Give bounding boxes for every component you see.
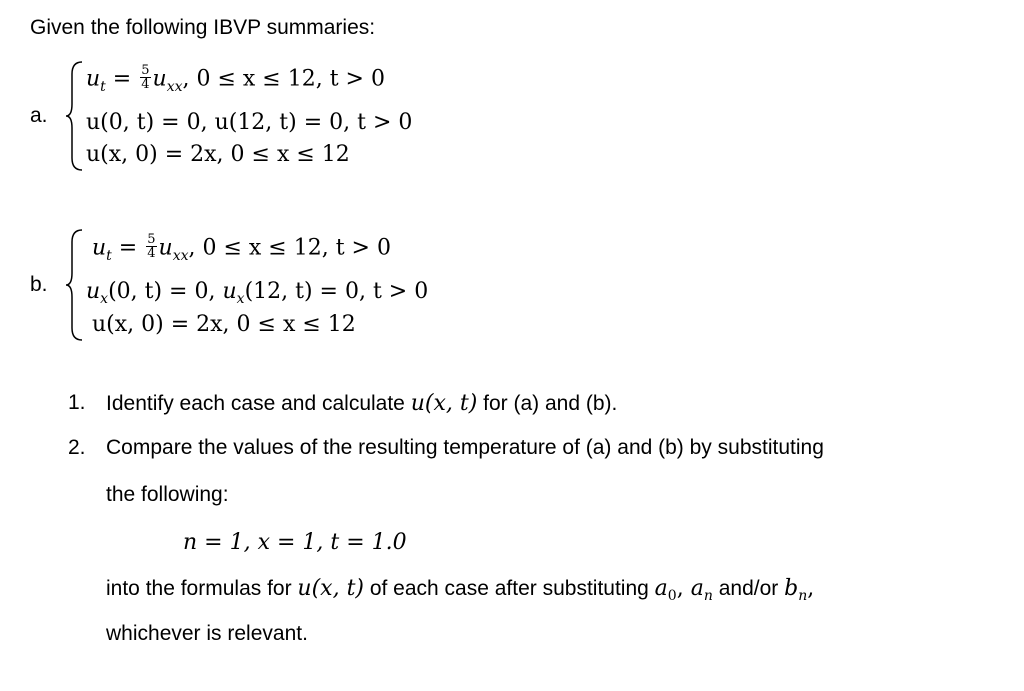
problem-a-label: a. <box>30 104 48 127</box>
task-2-line-2: the following: <box>106 483 229 506</box>
problem-a-equation-3: u(x, 0) = 2x, 0 ≤ x ≤ 12 <box>86 142 350 167</box>
task-2-line-3: into the formulas for u(x, t) of each case after substituting $a_0$, $a_n$ and/or $b_n$, <box>106 576 815 604</box>
problem-b-label: b. <box>30 273 48 296</box>
problem-b-equation-3: u(x, 0) = 2x, 0 ≤ x ≤ 12 <box>92 312 356 337</box>
task-2-substitution: n = 1, x = 1, t = 1.0 <box>183 530 407 555</box>
task-2-line-4: whichever is relevant. <box>106 622 308 645</box>
problem-b-equation-2: $u_x(0$, t) = 0, $u_x(12$, t) = 0, t > 0 <box>86 279 429 307</box>
problem-a-equation-2: u(0, t) = 0, u(12, t) = 0, t > 0 <box>86 110 413 135</box>
problem-a-brace <box>64 60 86 172</box>
problem-b-brace <box>64 228 86 342</box>
task-1-number: 1. <box>68 391 86 414</box>
task-1-text: Identify each case and calculate u(x, t) for (a) and (b). <box>106 391 618 416</box>
heading: Given the following IBVP summaries: <box>30 16 376 39</box>
task-2-number: 2. <box>68 436 86 459</box>
problem-b-equation-1: $u_t$ = $\frac{5}{4}$ $u_{xx}$, 0 ≤ x ≤ 12, t > 0 <box>92 232 391 264</box>
problem-a-equation-1: $u_t$ = $\frac{5}{4}$ $u_{xx}$, 0 ≤ x ≤ 12, t > 0 <box>86 63 385 95</box>
task-2-line-1: Compare the values of the resulting temperature of (a) and (b) by substituting <box>106 436 824 459</box>
